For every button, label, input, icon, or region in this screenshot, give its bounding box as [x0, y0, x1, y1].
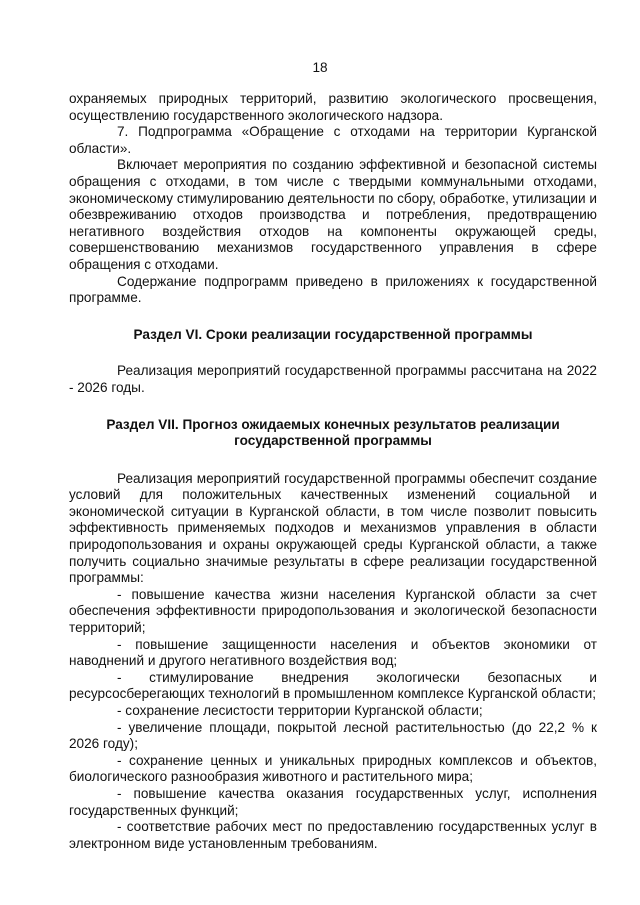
page-number: 18	[312, 60, 328, 75]
section-7-heading	[69, 417, 597, 450]
result-item: - увеличение площади, покрытой лесной растительностью (до 22,2 % к 2026 году);	[69, 719, 597, 752]
result-item: - сохранение лесистости территории Курганской области;	[117, 703, 483, 718]
page-content	[69, 91, 597, 852]
paragraph-subprogram-7: 7. Подпрограмма «Обращение с отходами на территории Курганской области».	[69, 124, 597, 156]
section-7-heading-line-2: государственной программы	[234, 433, 432, 449]
result-item: - соответствие рабочих мест по предоставлению государственных услуг в электронном виде установленным требованиям.	[69, 819, 597, 851]
section-6-text: Реализация мероприятий государственной программы рассчитана на 2022 - 2026 годы.	[69, 363, 597, 395]
section-7-intro: Реализация мероприятий государственной программы обеспечит создание условий для положительных качественных изменений социальной и экономической ситуации в Курганской области, в том числе позволит повысить эффективность применяемых подходов и механизмов управления в области природопользования и охраны окружающей среды Курганской области, а также получить социально значимые результаты в сфере реализации государственной программы:	[69, 470, 597, 586]
paragraph-appendix-note: Содержание подпрограмм приведено в приложениях к государственной программе.	[69, 273, 597, 306]
result-item: - повышение защищенности населения и объектов экономики от наводнений и другого негативного воздействия вод;	[69, 636, 597, 669]
result-item: - сохранение ценных и уникальных природных комплексов и объектов, биологического разнообразия животного и растительного мира;	[69, 752, 597, 785]
result-item: - повышение качества оказания государственных услуг, исполнения государственных функций;	[69, 785, 597, 818]
paragraph-subprogram-7-description: Включает мероприятия по созданию эффективной и безопасной системы обращения с отходами, в том числе с твердыми коммунальными отходами, экономическому стимулированию деятельности по сбору, обработке, утилизации и обезвреживанию отходов производства и потребления, предотвращению негативного воздействия отходов на компоненты окружающей среды, совершенствованию механизмов государственного управления в сфере обращения с отходами.	[69, 157, 597, 272]
section-7-heading-line-1: Раздел VII. Прогноз ожидаемых конечных результатов реализации	[106, 416, 560, 432]
paragraph-continuation: охраняемых природных территорий, развитию экологического просвещения, осуществлению государственного экологического надзора.	[69, 91, 597, 123]
result-item: - стимулирование внедрения экологически безопасных и ресурсосберегающих технологий в промышленном комплексе Курганской области;	[69, 669, 597, 702]
result-item: - повышение качества жизни населения Курганской области за счет обеспечения эффективности природопользования и экологической безопасности территорий;	[69, 586, 597, 636]
section-6-heading: Раздел VI. Сроки реализации государственной программы	[133, 326, 533, 342]
